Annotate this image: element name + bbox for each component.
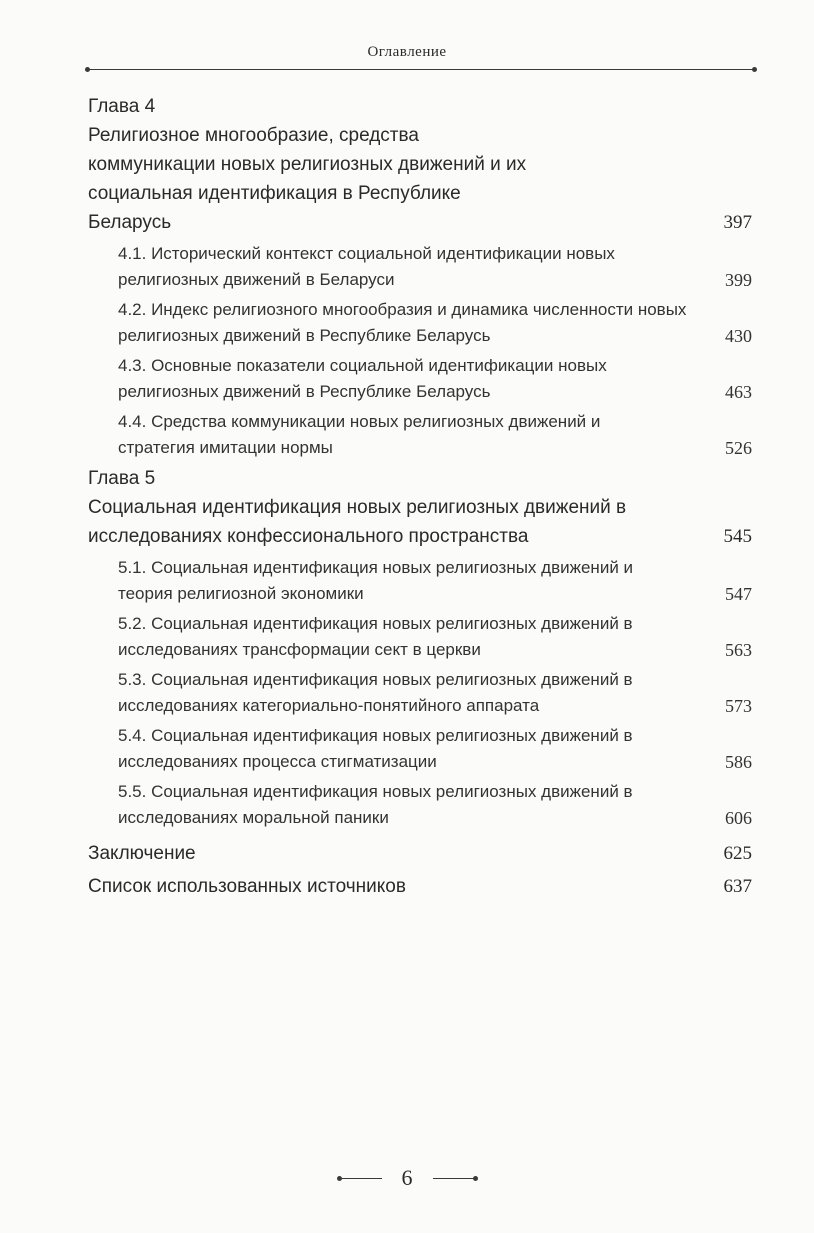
chapter-4-label: Глава 4 — [88, 96, 156, 117]
section-title: 4.1. Исторический контекст социальной идентификации новых религиозных движений в Беларуси — [118, 244, 615, 289]
page-footer — [0, 1163, 814, 1193]
chapter-5-page: 545 — [723, 526, 752, 547]
chapter-4-entry[interactable] — [88, 121, 752, 237]
rule-dot-right — [752, 67, 757, 72]
section-title: 5.2. Социальная идентификация новых религиозных движений в исследованиях трансформации сект в церкви — [118, 614, 633, 659]
toc-entry-5-2[interactable] — [88, 611, 752, 663]
toc-entry-4-2[interactable] — [88, 297, 752, 349]
section-page: 586 — [725, 752, 752, 772]
toc-entry-4-3[interactable] — [88, 353, 752, 405]
toc-entry-5-1[interactable] — [88, 555, 752, 607]
sources-title: Список использованных источников — [88, 876, 406, 897]
section-page: 563 — [725, 640, 752, 660]
toc-entry-4-1[interactable] — [88, 241, 752, 293]
section-page: 606 — [725, 808, 752, 828]
chapter-5-label: Глава 5 — [88, 468, 156, 489]
chapter-5-title: Социальная идентификация новых религиозных движений в исследованиях конфессионального пространства — [88, 497, 627, 547]
section-page: 547 — [725, 584, 752, 604]
conclusion-title: Заключение — [88, 843, 196, 864]
section-title: 4.4. Средства коммуникации новых религиозных движений и стратегия имитации нормы — [118, 412, 601, 457]
section-title: 4.3. Основные показатели социальной идентификации новых религиозных движений в Республике Беларусь — [118, 356, 607, 401]
section-page: 463 — [725, 382, 752, 402]
toc-entry-sources[interactable] — [88, 872, 752, 901]
toc-entry-5-5[interactable] — [88, 779, 752, 831]
rule-dot-left — [85, 67, 90, 72]
running-head: Оглавление — [367, 44, 447, 60]
section-title: 5.3. Социальная идентификация новых религиозных движений в исследованиях категориально-понятийного аппарата — [118, 670, 633, 715]
footer-rule-right — [433, 1178, 475, 1179]
chapter-4-page: 397 — [723, 212, 752, 233]
footer-rule-left — [340, 1178, 382, 1179]
page-number: 6 — [401, 1165, 413, 1190]
chapter-4-title: Религиозное многообразие, средства коммуникации новых религиозных движений и их социальная идентификация в Республике Беларусь — [88, 125, 527, 233]
toc-entry-5-3[interactable] — [88, 667, 752, 719]
header-rule — [88, 69, 754, 70]
section-title: 5.1. Социальная идентификация новых религиозных движений и теория религиозной экономики — [118, 558, 634, 603]
section-title: 5.4. Социальная идентификация новых религиозных движений в исследованиях процесса стигматизации — [118, 726, 633, 771]
section-page: 399 — [725, 270, 752, 290]
toc-entry-conclusion[interactable] — [88, 839, 752, 868]
sources-page: 637 — [723, 876, 752, 897]
section-page: 573 — [725, 696, 752, 716]
toc-entry-5-4[interactable] — [88, 723, 752, 775]
section-title: 5.5. Социальная идентификация новых религиозных движений в исследованиях моральной паники — [118, 782, 633, 827]
chapter-5-entry[interactable] — [88, 493, 752, 551]
conclusion-page: 625 — [723, 843, 752, 864]
section-page: 526 — [725, 438, 752, 458]
section-page: 430 — [725, 326, 752, 346]
table-of-contents — [88, 92, 752, 901]
section-title: 4.2. Индекс религиозного многообразия и динамика численности новых религиозных движений в Республике Беларусь — [118, 300, 687, 345]
toc-entry-4-4[interactable] — [88, 409, 752, 461]
